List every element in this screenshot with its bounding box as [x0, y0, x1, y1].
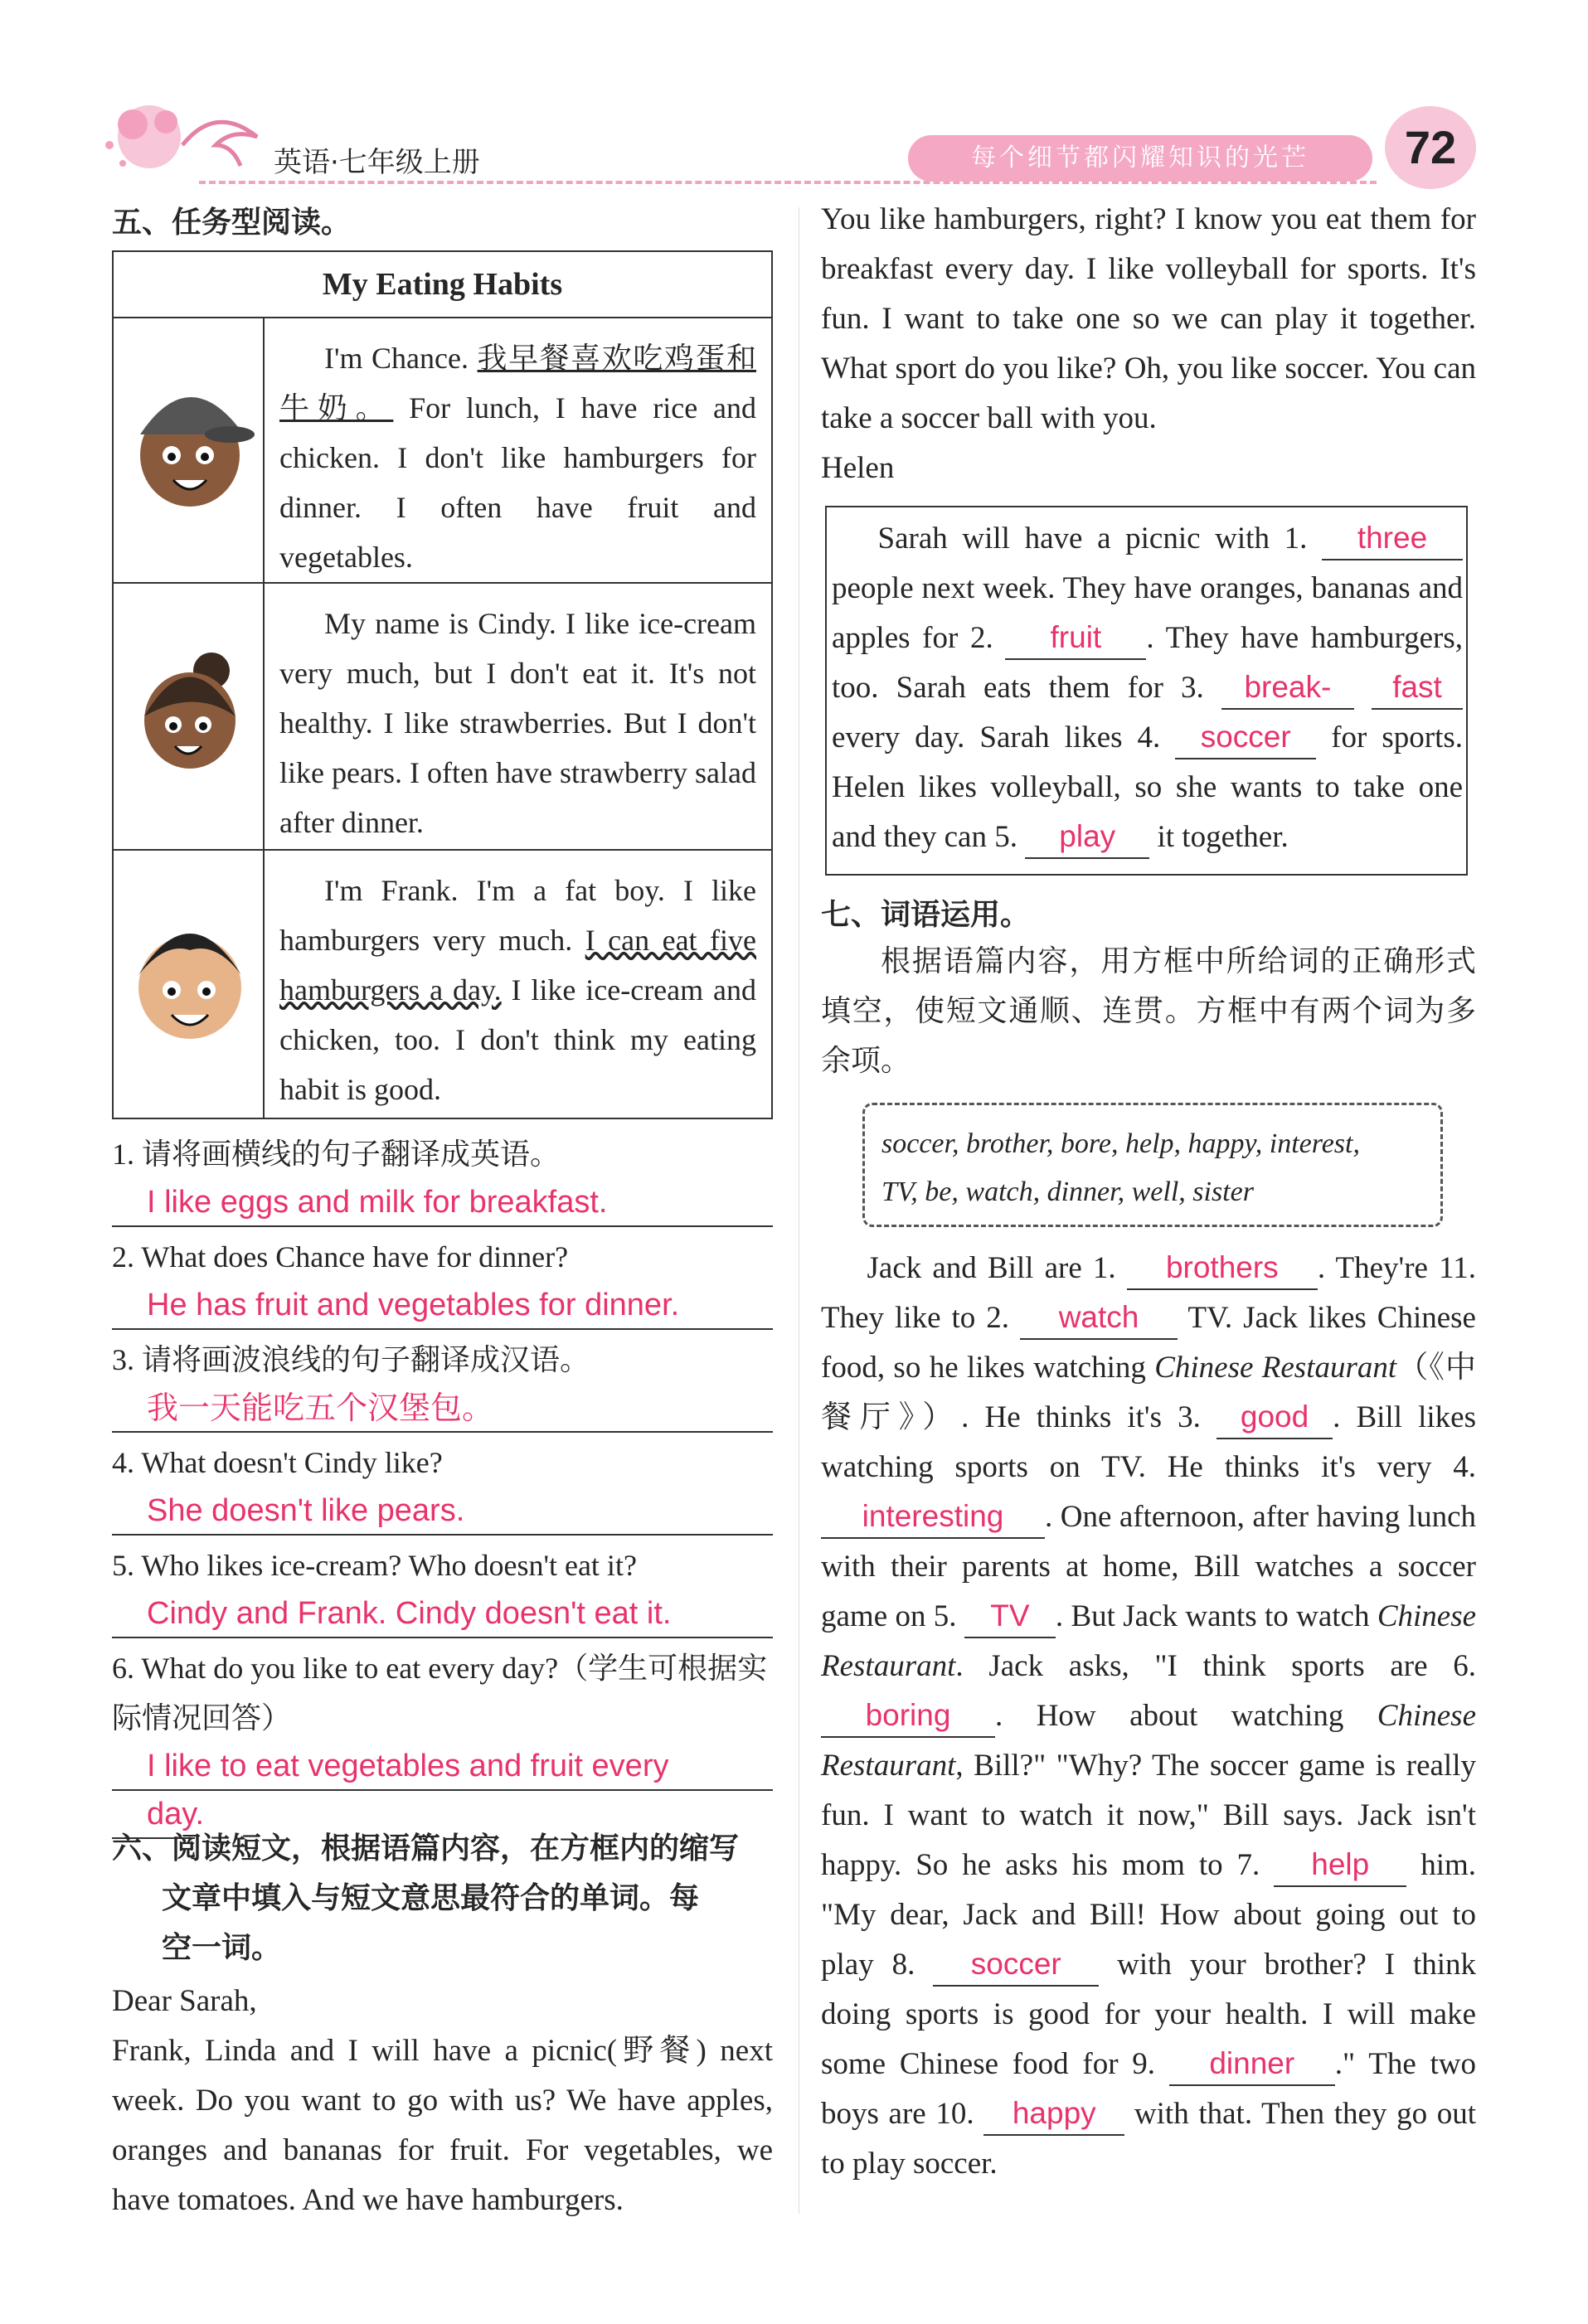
header-divider — [199, 181, 1377, 184]
page-number: 72 — [1385, 106, 1476, 189]
blank-7-2[interactable]: watch — [1020, 1297, 1178, 1340]
blank-7-4[interactable]: interesting — [821, 1496, 1045, 1539]
question-3: 3. 请将画波浪线的句子翻译成汉语。 — [112, 1343, 590, 1376]
chance-text: I'm Chance. 我早餐喜欢吃鸡蛋和牛奶。 For lunch, I have rice and chicken. I don't like hamburgers for dinner. I often have fruit and vegetables. — [264, 318, 772, 583]
question-5: 5. Who likes ice-cream? Who doesn't eat it? — [112, 1549, 637, 1582]
section5-questions — [112, 1129, 773, 1839]
blank-7-7[interactable]: help — [1274, 1844, 1406, 1887]
blank-4[interactable]: soccer — [1175, 716, 1316, 759]
frank-avatar-cell — [113, 850, 264, 1118]
blank-5[interactable]: play — [1025, 816, 1149, 859]
blank-7-5[interactable]: TV — [964, 1595, 1056, 1638]
blank-3a[interactable]: break- — [1221, 667, 1354, 710]
letter-greeting: Dear Sarah, — [112, 1984, 257, 2018]
letter-body-part2: You like hamburgers, right? I know you eat them for breakfast every day. I like volleyball for sports. It's fun. I want to take one so we can play it together. What sport do you like? Oh, you like soccer. You can take a soccer ball with you. — [821, 202, 1476, 435]
blank-1[interactable]: three — [1322, 517, 1463, 560]
letter-right-column — [821, 195, 1476, 493]
blank-7-3[interactable]: good — [1216, 1396, 1333, 1439]
blank-7-10[interactable]: happy — [983, 2093, 1124, 2136]
boy-avatar — [114, 851, 263, 1099]
blank-7-8[interactable]: soccer — [933, 1943, 1099, 1987]
eating-habits-table — [112, 250, 773, 1119]
section7-passage: Jack and Bill are 1. brothers . They're 11. They like to 2. watch TV. Jack likes Chinese food, so he likes watching Chinese Restaurant（《中餐厅》）. He thinks it's 3. good . Bill likes watching sports on TV. He thinks it's very 4. interesting . One afternoon, after having lunch with their parents at home, Bill watches a soccer game on 5. TV . But Jack wants to watch Chinese Restaurant. Jack asks, "I think sports are 6. boring . How about watching Chinese Restaurant, Bill?" "Why? The soccer game is really fun. I want to watch it now," Bill says. Jack isn't happy. So he asks his mom to 7. help him. "My dear, Jack and Bill! How about going out to play 8. soccer with your brother? I think doing sports is good for your health. I will make some Chinese food for 9. dinner ." The two boys are 10. happy with that. Then they go out to play soccer. — [821, 1244, 1476, 2189]
question-2: 2. What does Chance have for dinner? — [112, 1240, 569, 1274]
chance-avatar-cell — [113, 318, 264, 583]
blank-2[interactable]: fruit — [1005, 617, 1146, 660]
book-title: 英语·七年级上册 — [274, 146, 480, 179]
letter-signature: Helen — [821, 451, 895, 485]
letter-body-part1: Frank, Linda and I will have a picnic(野餐) next week. Do you want to go with us? We have apples, oranges and bananas for fruit. For vegetables, we have tomatoes. And we have hamburgers. — [112, 2034, 773, 2217]
letter-left-column — [112, 1977, 773, 2225]
section7-instructions: 根据语篇内容，用方框中所给词的正确形式填空，使短文通顺、连贯。方框中有两个词为多余项。 — [821, 944, 1476, 1078]
boy-cap-avatar — [114, 318, 263, 567]
question-6: 6. What do you like to eat every day?（学生可根据实际情况回答） — [112, 1652, 768, 1735]
word-bank — [862, 1103, 1443, 1227]
answer-6-line1: I like to eat vegetables and fruit every — [112, 1743, 773, 1791]
section5-title: 五、任务型阅读。 — [112, 206, 352, 240]
answer-2: He has fruit and vegetables for dinner. — [112, 1282, 773, 1330]
question-1: 1. 请将画横线的句子翻译成英语。 — [112, 1138, 561, 1171]
answer-6-line2: day. — [112, 1791, 195, 1839]
word-bank-line2: TV, be, watch, dinner, well, sister — [881, 1177, 1254, 1207]
word-bank-line1: soccer, brother, bore, help, happy, interest, — [881, 1128, 1360, 1159]
floral-ornament — [100, 87, 282, 187]
blank-3b[interactable]: fast — [1372, 667, 1463, 710]
answer-3: 我一天能吃五个汉堡包。 — [112, 1385, 773, 1433]
blank-7-9[interactable]: dinner — [1169, 2043, 1335, 2086]
cindy-text: My name is Cindy. I like ice-cream very much, but I don't eat it. It's not healthy. I like strawberries. But I don't like pears. I often have strawberry salad after dinner. — [264, 583, 772, 850]
question-4: 4. What doesn't Cindy like? — [112, 1446, 443, 1479]
wavy-sentence: I can eat five hamburgers a day. — [279, 924, 756, 1007]
section6-title: 六、阅读短文，根据语篇内容，在方框内的缩写 文章中填入与短文意思最符合的单词。每 空一词。 — [112, 1832, 740, 1965]
frank-text: I'm Frank. I'm a fat boy. I like hamburgers very much. I can eat five hamburgers a day. I like ice-cream and chicken, too. I don't think my eating habit is good. — [264, 850, 772, 1118]
blank-7-6[interactable]: boring — [821, 1695, 995, 1738]
section7-title: 七、词语运用。 — [821, 898, 1031, 932]
underlined-sentence: 我早餐喜欢吃鸡蛋和牛奶。 — [279, 342, 756, 425]
blank-7-1[interactable]: brothers — [1127, 1247, 1318, 1290]
table-title: My Eating Habits — [113, 251, 772, 318]
summary-box: Sarah will have a picnic with 1. three people next week. They have oranges, bananas and apples for 2. fruit . They have hamburgers, too. Sarah eats them for 3. break- fast every day. Sarah likes 4. soccer for sports. Helen likes volleyball, so she wants to take one and they can 5. play it together. — [825, 506, 1468, 876]
header-slogan: 每个细节都闪耀知识的光芒 — [908, 135, 1372, 182]
answer-5: Cindy and Frank. Cindy doesn't eat it. — [112, 1590, 773, 1638]
answer-4: She doesn't like pears. — [112, 1487, 773, 1536]
answer-1: I like eggs and milk for breakfast. — [112, 1179, 773, 1227]
cindy-avatar-cell — [113, 583, 264, 850]
girl-bun-avatar — [114, 584, 263, 832]
